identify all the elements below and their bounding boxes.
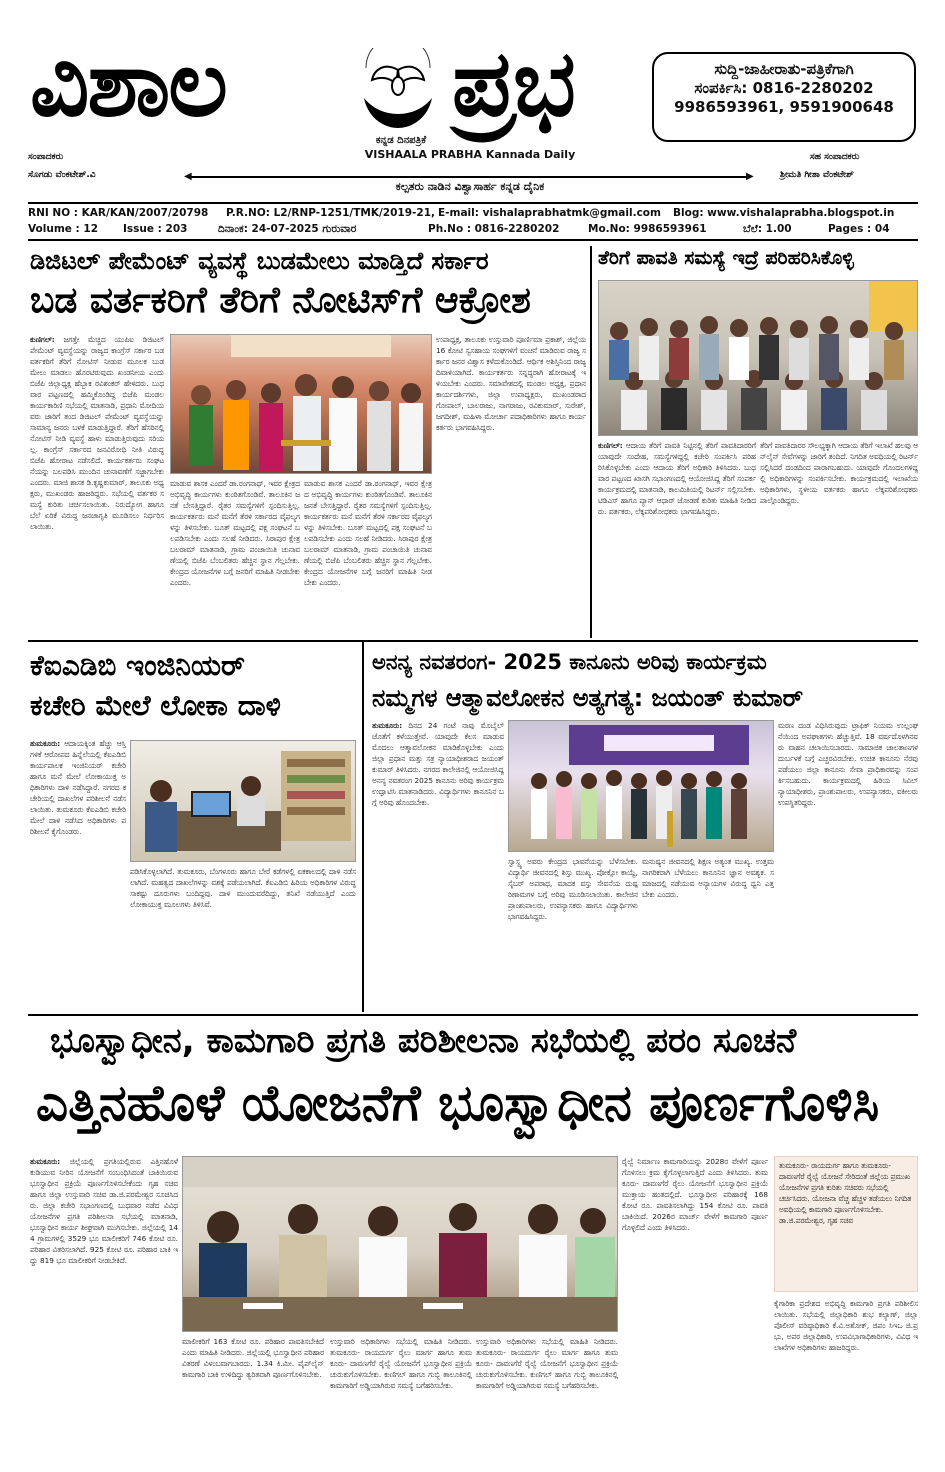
editor-label: ಸಂಪಾದಕರು: [28, 152, 64, 162]
email: E-mail: vishalaprabhatmk@gmail.com: [438, 207, 661, 219]
story5-kicker: ಭೂಸ್ವಾಧೀನ, ಕಾಮಗಾರಿ ಪ್ರಗತಿ ಪರಿಶೀಲನಾ ಸಭೆಯಲ್ಲಿ ಪರಂ ಸೂಚನೆ: [50, 1021, 797, 1061]
story4-column-4: ಮರಣ ದಂಡ ವಿಧಿಸಿರುವುದು ಟ್ರಾಫಿಕ್ ನಿಯಮ ಉಲ್ಲಂಘನೆಯಿಂದ ಅಪಘಾತಗಳು ಹೆಚ್ಚುತ್ತಿವೆ. 18 ವರ್ಷದೊಳಗಿನವರು ವಾಹನ ಚಲಾಯಿಸಬಾರದು. ಸಾಮಾಜಿಕ ಜಾಲತಾಣಗಳ ದುರ್ಬಳಕೆ ಬಗ್ಗೆ ಎಚ್ಚರವಿರಬೇಕು. ಉಚಿತ ಕಾನೂನು ನೆರವು ಪಡೆಯಲು ಜಿಲ್ಲಾ ಕಾನೂನು ಸೇವಾ ಪ್ರಾಧಿಕಾರವನ್ನು ಸಂಪರ್ಕಿಸಬಹುದು. ಕಾರ್ಯಕ್ರಮದಲ್ಲಿ ಹಿರಿಯ ಸಿವಿಲ್ ನ್ಯಾಯಾಧೀಶರು, ಪ್ರಾಂಶುಪಾಲರು, ಉಪನ್ಯಾಸಕರು, ವಕೀಲರು ಉಪಸ್ಥಿತರಿದ್ದರು.: [778, 721, 918, 807]
story5-column-3b: ಉಸ್ತುವಾರಿ ಅಧಿಕಾರಿಗಳು ಸಭೆಯಲ್ಲಿ ಮಾಹಿತಿ ನೀಡಿದರು. ತುಮಕೂರು- ರಾಯದುರ್ಗ ರೈಲು ಮಾರ್ಗ ಹಾಗೂ ತುಮಕೂರು- ದಾವಣಗೆರೆ ರೈಲ್ವೆ ಯೋಜನೆಗೆ ಭೂಸ್ವಾಧೀನ ಪ್ರಕ್ರಿಯೆ ಚುರುಕುಗೊಳಿಸಬೇಕು. ಕುಣಿಗಲ್ ಹಾಗೂ ಗುಬ್ಬಿ ತಾಲೂಕಿನಲ್ಲಿ ಕಾಮಗಾರಿಗೆ ಅಡ್ಡಿಯಾಗಿರುವ ಸಮಸ್ಯೆ ಬಗೆಹರಿಸಬೇಕು.: [476, 1337, 618, 1390]
story4-column-2: ಸ್ವಾಸ್ಥ್ಯ ಅವರು ಕೇಂದ್ರದ ಭಾವನೆಯನ್ನು ಬೆಳೆಸಬೇಕು. ವಿದ್ಯಾರ್ಥಿ ಜೀವನದಲ್ಲಿ ಶಿಸ್ತು ಮುಖ್ಯ. ಪೋಕ್ಸೋ ಕಾಯ್ದೆ, ಸೈಬರ್ ಅಪರಾಧ, ಮಾದಕ ವಸ್ತು ಸೇವನೆಯ ದುಷ್ಪರಿಣಾಮಗಳ ಬಗ್ಗೆ ಅರಿವು ಮೂಡಿಸಲಾಯಿತು. ಕಾಲೇಜಿನ ಪ್ರಾಂಶುಪಾಲರು, ಉಪನ್ಯಾಸಕರು ಹಾಗೂ ವಿದ್ಯಾರ್ಥಿಗಳು ಭಾಗವಹಿಸಿದ್ದರು.: [508, 857, 638, 921]
story3-headline-line1: ಕೆಐಎಡಿಬಿ ಇಂಜಿನಿಯರ್: [30, 649, 245, 682]
dove-emblem-icon: [354, 48, 442, 132]
story5-column-3: ಉಸ್ತುವಾರಿ ಅಧಿಕಾರಿಗಳು ಸಭೆಯಲ್ಲಿ ಮಾಹಿತಿ ನೀಡಿದರು. ತುಮಕೂರು- ರಾಯದುರ್ಗ ರೈಲು ಮಾರ್ಗ ಹಾಗೂ ತುಮಕೂರು- ದಾವಣಗೆರೆ ರೈಲ್ವೆ ಯೋಜನೆಗೆ ಭೂಸ್ವಾಧೀನ ಪ್ರಕ್ರಿಯೆ ಚುರುಕುಗೊಳಿಸಬೇಕು. ಕುಣಿಗಲ್ ಹಾಗೂ ಗುಬ್ಬಿ ತಾಲೂಕಿನಲ್ಲಿ ಕಾಮಗಾರಿಗೆ ಅಡ್ಡಿಯಾಗಿರುವ ಸಮಸ್ಯೆ ಬಗೆಹರಿಸಬೇಕು.: [330, 1337, 472, 1390]
section-divider-2: [28, 1014, 918, 1016]
story5-column-1: ತುಮಕೂರು: ಜಿಲ್ಲೆಯಲ್ಲಿ ಪ್ರಗತಿಯಲ್ಲಿರುವ ಎತ್ತಿನಹೊಳೆ ಕುಡಿಯುವ ನೀರಿನ ಯೋಜನೆಗೆ ಸಂಬಂಧಿಸಿದಂತೆ ಬಾಕಿಯಿರುವ ಭೂಸ್ವಾಧೀನ ಪ್ರಕ್ರಿಯೆ ಪೂರ್ಣಗೊಳಿಸಬೇಕೆಂದು ಗೃಹ ಸಚಿವ ಹಾಗೂ ಜಿಲ್ಲಾ ಉಸ್ತುವಾರಿ ಸಚಿವ ಡಾ.ಜಿ.ಪರಮೇಶ್ವರ ಸೂಚಿಸಿದರು. ಜಿಲ್ಲಾ ಕಚೇರಿ ಸಭಾಂಗಣದಲ್ಲಿ ಬುಧವಾರ ನಡೆದ ವಿವಿಧ ಯೋಜನೆಗಳ ಪ್ರಗತಿ ಪರಿಶೀಲನಾ ಸಭೆಯಲ್ಲಿ ಮಾತನಾಡಿ, ಭೂಸ್ವಾಧೀನ ಕಾರ್ಯ ಶೀಘ್ರವಾಗಿ ಮುಗಿಸಬೇಕು. ಜಿಲ್ಲೆಯಲ್ಲಿ 144 ಗ್ರಾಮಗಳಲ್ಲಿ 3529 ಭೂ ಮಾಲೀಕರಿಗೆ 746 ಕೋಟಿ ರೂ. ಪರಿಹಾರ ವಿತರಿಸಲಾಗಿದೆ. 925 ಕೋಟಿ ರೂ. ಪರಿಹಾರ ಬಾಕಿ ಇದ್ದು 819 ಭೂ ಮಾಲೀಕರಿಗೆ ನೀಡಬೇಕಿದೆ.: [30, 1157, 178, 1265]
story1-column-3: ಉಪಾಧ್ಯಕ್ಷ, ತಾಲೂಕು ಉಸ್ತುವಾರಿ ಪೂರ್ಣಿಮಾ ಪ್ರಕಾಶ್, ಜಿಲ್ಲೆಯ 16 ಕೋಟಿ ಸ್ವಸಹಾಯ ಸಂಘಗಳಿಗೆ ವಂಚನೆ ಮಾಡಿರುವ ರಾಜ್ಯ ಸರ್ಕಾರ ಜನರ ವಿಶ್ವಾಸ ಕಳೆದುಕೊಂಡಿದೆ. ಆರ್ಥಿಕ ಅಶಿಸ್ತಿನಿಂದ ರಾಜ್ಯ ದಿವಾಳಿಯಾಗಿದೆ. ಕಾರ್ಯಕರ್ತರು ಸನ್ನದ್ಧರಾಗಿ ಹೋರಾಟಕ್ಕೆ ಇಳಿಯಬೇಕು ಎಂದರು. ಸಮಾವೇಶದಲ್ಲಿ ಮಂಡಲ ಅಧ್ಯಕ್ಷ, ಪ್ರಧಾನ ಕಾರ್ಯದರ್ಶಿಗಳು, ಜಿಲ್ಲಾ ಉಪಾಧ್ಯಕ್ಷರು, ಮುಖಂಡರಾದ ಗೋಪಾಲ್, ಬಾಲರಾಜು, ನಾಗರಾಜು, ರವಿಕುಮಾರ್, ಸುರೇಶ್, ಜಗದೀಶ್, ಮಹಿಳಾ ಮೋರ್ಚಾ ಪದಾಧಿಕಾರಿಗಳು ಹಾಗೂ ಕಾರ್ಯಕರ್ತರು ಭಾಗವಹಿಸಿದ್ದರು.: [436, 335, 586, 432]
issue-date: ದಿನಾಂಕ: 24-07-2025 ಗುರುವಾರ: [218, 223, 357, 235]
contact-line-2: ಸಂಪರ್ಕಿಸಿ: 0816-2280202: [694, 78, 874, 97]
blog: Blog: www.vishalaprabha.blogspot.in: [673, 207, 895, 219]
pages: Pages : 04: [828, 223, 890, 235]
story2-photo: [598, 280, 918, 436]
story2-column-1: ಕುಣಿಗಲ್: ಆದಾಯ ತೆರಿಗೆ ಪಾವತಿ ನಿಟ್ಟಿನಲ್ಲಿ ತೆರಿಗೆ ಪಾವತಿದಾರರಿಗೆ ಯಾವುದೇ ಸಂದೇಹ, ಸಮಸ್ಯೆಗಳಿದ್ದಲ್ಲಿ ಕಚೇರಿ ಸಂಪರ್ಕಿಸಿ ಪರಿಹರಿಸಿಕೊಳ್ಳಬೇಕು ಎಂದು ಆದಾಯ ತೆರಿಗೆ ಅಧಿಕಾರಿ ತಿಳಿಸಿದರು. ಬುಧವಾರ ಪಟ್ಟಣದ ಖಾಸಗಿ ಸಭಾಂಗಣದಲ್ಲಿ ಆಯೋಜಿಸಿದ್ದ ತೆರಿಗೆ ಸಂಪರ್ಕ ಕಾರ್ಯಕ್ರಮದಲ್ಲಿ ಮಾತನಾಡಿ, ಕಾಲಮಿತಿಯಲ್ಲಿ ರಿಟರ್ನ್ ಸಲ್ಲಿಸಬೇಕು. ಟಿಡಿಎಸ್ ಹಾಗೂ ಪ್ಯಾನ್ ಆಧಾರ್ ಜೋಡಣೆ ಕುರಿತು ಮಾಹಿತಿ ನೀಡಿದರು. ವರ್ತಕರು, ಲೆಕ್ಕಪರಿಶೋಧಕರು ಭಾಗವಹಿಸಿದ್ದರು.: [598, 441, 756, 516]
column-divider-2: [362, 642, 364, 1012]
tagline: ಕಲ್ಪತರು ನಾಡಿನ ವಿಶ್ವಾಸಾರ್ಹ ಕನ್ನಡ ದೈನಿಕ: [395, 180, 545, 193]
story3-photo: [130, 740, 356, 862]
story1-column-1: ಕುಣಿಗಲ್: ಜಗತ್ತೇ ಮೆಚ್ಚಿದ ಯುಪಿಐ ಡಿಜಿಟಲ್ ಪೇಮೆಂಟ್ ವ್ಯವಸ್ಥೆಯನ್ನು ರಾಜ್ಯದ ಕಾಂಗ್ರೆಸ್ ಸರ್ಕಾರ ಬಡ ವರ್ತಕರಿಗೆ ತೆರಿಗೆ ನೋಟಿಸ್ ನೀಡುವ ಮೂಲಕ ಬುಡಮೇಲು ಮಾಡಲು ಹೊರಟಿರುವುದು ಖಂಡನೀಯ ಎಂದು ಬಿಜೆಪಿ ಜಿಲ್ಲಾಧ್ಯಕ್ಷ ಹೆಬ್ಬಾಕ ರವಿಶಂಕರ್ ಹೇಳಿದರು. ಬುಧವಾರ ಪಟ್ಟಣದಲ್ಲಿ ಹಮ್ಮಿಕೊಂಡಿದ್ದ ಬಿಜೆಪಿ ಮಂಡಲ ಕಾರ್ಯಕಾರಿಣಿ ಸಭೆಯಲ್ಲಿ ಮಾತನಾಡಿ, ಪ್ರಧಾನಿ ಮೋದಿಯವರು ಜಾರಿಗೆ ತಂದ ಡಿಜಿಟಲ್ ಪೇಮೆಂಟ್ ವ್ಯವಸ್ಥೆಯನ್ನು ಸಾಮಾನ್ಯ ಜನರು ಬಳಕೆ ಮಾಡುತ್ತಿದ್ದಾರೆ. ತೆರಿಗೆ ಹೆಸರಿನಲ್ಲಿ ನೋಟಿಸ್ ನೀಡಿ ವ್ಯವಸ್ಥೆ ಹಾಳು ಮಾಡುತ್ತಿರುವುದು ಸರಿಯಲ್ಲ. ಕಾಂಗ್ರೆಸ್ ಸರ್ಕಾರದ ಜನವಿರೋಧಿ ನೀತಿ ವಿರುದ್ಧ ಬಿಜೆಪಿ ಹೋರಾಟ ನಡೆಸಲಿದೆ. ಕಾರ್ಯಕರ್ತರು ಸಂಘಟನೆಯನ್ನು ಬಲಪಡಿಸಿ ಮುಂದಿನ ಚುನಾವಣೆಗೆ ಸಜ್ಜಾಗಬೇಕು ಎಂದರು. ಮಾಜಿ ಶಾಸಕ ಡಿ.ಕೃಷ್ಣಕುಮಾರ್, ತಾಲೂಕು ಅಧ್ಯಕ್ಷರು, ಮುಖಂಡರು ಹಾಜರಿದ್ದರು. ಸಭೆಯಲ್ಲಿ ವರ್ತಕರ ಸಮಸ್ಯೆ ಕುರಿತು ಚರ್ಚಿಸಲಾಯಿತು. ನಿರುದ್ಯೋಗ ಹಾಗೂ ಬೆಲೆ ಏರಿಕೆ ವಿರುದ್ಧ ಜನಜಾಗೃತಿ ಮೂಡಿಸಲು ನಿರ್ಧರಿಸಲಾಯಿತು.: [30, 335, 164, 531]
co-editor-name: ಶ್ರೀಮತಿ ಗೀತಾ ವೆಂಕಟೇಶ್: [780, 170, 854, 180]
story2-dateline: ಕುಣಿಗಲ್:: [598, 441, 623, 450]
info-bottom-rule: [28, 239, 918, 241]
issue: Issue : 203: [123, 223, 188, 235]
story4-kicker: ಅನನ್ಯ ನವತರಂಗ- 2025 ಕಾನೂನು ಅರಿವು ಕಾರ್ಯಕ್ರಮ: [372, 650, 767, 674]
story1-dateline: ಕುಣಿಗಲ್:: [30, 335, 55, 344]
column-divider: [590, 246, 592, 638]
volume: Volume : 12: [28, 223, 99, 235]
co-editor-label: ಸಹ ಸಂಪಾದಕರು: [810, 152, 860, 162]
story4-headline: ನಮ್ಮಗಳ ಆತ್ಮಾವಲೋಕನ ಅತ್ಯಗತ್ಯ: ಜಯಂತ್ ಕುಮಾರ್: [372, 684, 804, 712]
story1-kicker: ಡಿಜಿಟಲ್ ಪೇಮೆಂಟ್ ವ್ಯವಸ್ಥೆ ಬುಡಮೇಲು ಮಾಡ್ತಿದೆ ಸರ್ಕಾರ: [30, 247, 489, 275]
story1-column-2b: ಮಾಡುವ ಶಾಸಕ ಎಂದರೆ ಡಾ.ರಂಗನಾಥ್, ಇವರ ಕ್ಷೇತ್ರದ ಅಭಿವೃದ್ಧಿ ಕಾರ್ಯಗಳು ಕುಂಠಿತಗೊಂಡಿವೆ. ತಾಲೂಕಿನ ಜನತೆ ಬೇಸತ್ತಿದ್ದಾರೆ. ರೈತರ ಸಮಸ್ಯೆಗಳಿಗೆ ಸ್ಪಂದಿಸುತ್ತಿಲ್ಲ. ಕಾರ್ಯಕರ್ತರು ಮನೆ ಮನೆಗೆ ತೆರಳಿ ಸರ್ಕಾರದ ವೈಫಲ್ಯಗಳನ್ನು ತಿಳಿಸಬೇಕು. ಬೂತ್ ಮಟ್ಟದಲ್ಲಿ ಪಕ್ಷ ಸಂಘಟನೆ ಬಲಪಡಿಸಬೇಕು ಎಂದು ಸಲಹೆ ನೀಡಿದರು. ಸಿರಾಪುರ ಕ್ಷೇತ್ರ ಬಲರಾಮ್ ಮಾತನಾಡಿ, ಗ್ರಾಮ ಪಂಚಾಯಿತಿ ಚುನಾವಣೆಯಲ್ಲಿ ಬಿಜೆಪಿ ಬೆಂಬಲಿತರು ಹೆಚ್ಚಿನ ಸ್ಥಾನ ಗೆಲ್ಲಬೇಕು. ಕೇಂದ್ರದ ಯೋಜನೆಗಳ ಬಗ್ಗೆ ಜನರಿಗೆ ಮಾಹಿತಿ ನೀಡಬೇಕು ಎಂದರು.: [304, 479, 432, 587]
rni-number: RNI NO : KAR/KAN/2007/20798: [28, 207, 209, 219]
story4-photo: [508, 720, 774, 852]
story4-column-3: ಮನುಷ್ಯನ ಜೀವನದಲ್ಲಿ ಶಿಕ್ಷಣ ಅತ್ಯಂತ ಮುಖ್ಯ. ಉತ್ತಮ ನಾಗರಿಕರಾಗಿ ಬೆಳೆಯಲು ಕಾನೂನಿನ ಜ್ಞಾನ ಅವಶ್ಯಕ. ಸಮಾಜದಲ್ಲಿ ನಡೆಯುವ ಅನ್ಯಾಯಗಳ ವಿರುದ್ಧ ಧ್ವನಿ ಎತ್ತಬೇಕು ಎಂದರು.: [642, 857, 774, 899]
story4-dateline: ತುಮಕೂರು:: [372, 721, 403, 730]
story3-column-1: ತುಮಕೂರು: ಆದಾಯಕ್ಕಿಂತ ಹೆಚ್ಚು ಆಸ್ತಿ ಗಳಿಕೆ ಆರೋಪದ ಹಿನ್ನೆಲೆಯಲ್ಲಿ ಕೆಐಎಡಿಬಿ ಕಾರ್ಯಪಾಲಕ ಇಂಜಿನಿಯರ್ ಕಚೇರಿ ಹಾಗೂ ಮನೆ ಮೇಲೆ ಲೋಕಾಯುಕ್ತ ಅಧಿಕಾರಿಗಳು ದಾಳಿ ನಡೆಸಿದ್ದಾರೆ. ನಗರದ ಕಚೇರಿಯಲ್ಲಿ ದಾಖಲೆಗಳ ಪರಿಶೀಲನೆ ನಡೆಸಲಾಯಿತು. ತುಮಕೂರು ಕೆಐಎಡಿಬಿ ಕಚೇರಿ ಮೇಲೆ ದಾಳಿ ನಡೆಸಿದ ಅಧಿಕಾರಿಗಳು ಪರಿಶೀಲನೆ ಕೈಗೊಂಡರು.: [30, 739, 126, 836]
story2-headline: ತೆರಿಗೆ ಪಾವತಿ ಸಮಸ್ಯೆ ಇದ್ರೆ ಪರಿಹರಿಸಿಕೊಳ್ಳಿ: [598, 247, 854, 269]
story1-headline: ಬಡ ವರ್ತಕರಿಗೆ ತೆರಿಗೆ ನೋಟಿಸ್‌ಗೆ ಆಕ್ರೋಶ: [30, 280, 531, 321]
story5-quote-box: ತುಮಕೂರು- ರಾಯದುರ್ಗ ಹಾಗೂ ತುಮಕೂರು- ದಾವಣಗೆರೆ ರೈಲ್ವೆ ಯೋಜನೆ ಸೇರಿದಂತೆ ಜಿಲ್ಲೆಯ ಪ್ರಮುಖ ಯೋಜನೆಗಳ ಪ್ರಗತಿ ಕುರಿತು ಸಚಿವರು ಸಭೆಯಲ್ಲಿ ಚರ್ಚಿಸಿದರು. ಯೋಜನಾ ವೆಚ್ಚ ಹೆಚ್ಚಳ ತಡೆಯಲು ನಿಗದಿತ ಅವಧಿಯಲ್ಲಿ ಕಾಮಗಾರಿ ಪೂರ್ಣಗೊಳಿಸಬೇಕು. ಡಾ.ಜಿ.ಪರಮೇಶ್ವರ, ಗೃಹ ಸಚಿವ: [774, 1156, 918, 1292]
story5-column-4: ರೈಲ್ವೆ ನಿರ್ಮಾಣ ಕಾಮಗಾರಿಯನ್ನು 2028ರ ವೇಳೆಗೆ ಪೂರ್ಣಗೊಳಿಸಲು ಕ್ರಮ ಕೈಗೊಳ್ಳಲಾಗುತ್ತಿದೆ ಎಂದು ತಿಳಿಸಿದರು. ತುಮಕೂರು- ದಾವಣಗೆರೆ ರೈಲು ಯೋಜನೆಗೆ ಭೂಸ್ವಾಧೀನ ಪ್ರಕ್ರಿಯೆ ಮುಕ್ತಾಯ ಹಂತದಲ್ಲಿದೆ. ಭೂಸ್ವಾಧೀನ ಪರಿಹಾರಕ್ಕೆ 168 ಕೋಟಿ ರೂ. ಪಾವತಿಸಲಾಗಿದ್ದು 154 ಕೋಟಿ ರೂ. ಪಾವತಿ ಬಾಕಿಯಿದೆ. 2026ರ ಮಾರ್ಚ್ ವೇಳೆಗೆ ಕಾಮಗಾರಿ ಪೂರ್ಣಗೊಳ್ಳಲಿದೆ ಎಂದು ತಿಳಿಸಿದರು.: [622, 1157, 768, 1232]
section-divider-1: [28, 640, 918, 642]
contact-line-3: 9986593961, 9591900648: [674, 97, 894, 116]
story3-column-2: ಪಡಿಸಿಕೊಳ್ಳಲಾಗಿದೆ. ತುಮಕೂರು, ಬೆಂಗಳೂರು ಹಾಗೂ ಬೇರೆ ಕಡೆಗಳಲ್ಲಿ ಏಕಕಾಲದಲ್ಲಿ ದಾಳಿ ನಡೆಸಲಾಗಿದೆ. ಮಹತ್ವದ ದಾಖಲೆಗಳನ್ನು ವಶಕ್ಕೆ ಪಡೆಯಲಾಗಿದೆ. ಕೆಐಎಡಿಬಿ ಹಿರಿಯ ಅಧಿಕಾರಿಗಳ ವಿರುದ್ಧ ಸಾಕಷ್ಟು ದೂರುಗಳು ಬಂದಿದ್ದವು. ದಾಳಿ ಮುಂದುವರೆದಿದ್ದು, ತನಿಖೆ ನಡೆಯುತ್ತಿದೆ ಎಂದು ಲೋಕಾಯುಕ್ತ ಮೂಲಗಳು ತಿಳಿಸಿವೆ.: [130, 867, 356, 909]
arrow-right-icon: ▶: [746, 171, 754, 182]
tagline-rule: [190, 176, 750, 178]
contact-line-1: ಸುದ್ದಿ-ಜಾಹೀರಾತು-ಪತ್ರಿಕೆಗಾಗಿ: [714, 60, 854, 78]
emblem-caption: ಕನ್ನಡ ದಿನಪತ್ರಿಕೆ: [375, 135, 427, 146]
masthead-title-right: ಪ್ರಭ: [452, 30, 574, 137]
story5-photo: [182, 1156, 618, 1332]
story1-column-2: ಮಾಡುವ ಶಾಸಕ ಎಂದರೆ ಡಾ.ರಂಗನಾಥ್, ಇವರ ಕ್ಷೇತ್ರದ ಅಭಿವೃದ್ಧಿ ಕಾರ್ಯಗಳು ಕುಂಠಿತಗೊಂಡಿವೆ. ತಾಲೂಕಿನ ಜನತೆ ಬೇಸತ್ತಿದ್ದಾರೆ. ರೈತರ ಸಮಸ್ಯೆಗಳಿಗೆ ಸ್ಪಂದಿಸುತ್ತಿಲ್ಲ. ಕಾರ್ಯಕರ್ತರು ಮನೆ ಮನೆಗೆ ತೆರಳಿ ಸರ್ಕಾರದ ವೈಫಲ್ಯಗಳನ್ನು ತಿಳಿಸಬೇಕು. ಬೂತ್ ಮಟ್ಟದಲ್ಲಿ ಪಕ್ಷ ಸಂಘಟನೆ ಬಲಪಡಿಸಬೇಕು ಎಂದು ಸಲಹೆ ನೀಡಿದರು. ಸಿರಾಪುರ ಕ್ಷೇತ್ರ ಬಲರಾಮ್ ಮಾತನಾಡಿ, ಗ್ರಾಮ ಪಂಚಾಯಿತಿ ಚುನಾವಣೆಯಲ್ಲಿ ಬಿಜೆಪಿ ಬೆಂಬಲಿತರು ಹೆಚ್ಚಿನ ಸ್ಥಾನ ಗೆಲ್ಲಬೇಕು. ಕೇಂದ್ರದ ಯೋಜನೆಗಳ ಬಗ್ಗೆ ಜನರಿಗೆ ಮಾಹಿತಿ ನೀಡಬೇಕು ಎಂದರು.: [170, 479, 300, 587]
pr-number: P.R.NO: L2/RNP-1251/TMK/2019-21,: [226, 207, 435, 219]
phone: Ph.No : 0816-2280202: [428, 223, 560, 235]
story2-column-2: ತೆರಿಗೆ ಪಾವತಿದಾರರ ಸೌಲಭ್ಯಕ್ಕಾಗಿ ಆದಾಯ ತೆರಿಗೆ ಇಲಾಖೆ ಹಲವು ಆನ್‌ಲೈನ್ ಸೇವೆಗಳನ್ನು ಜಾರಿಗೆ ತಂದಿದೆ. ನಿಗದಿತ ಅವಧಿಯಲ್ಲಿ ರಿಟರ್ನ್ ಸಲ್ಲಿಸಿದರೆ ದಂಡದಿಂದ ಪಾರಾಗಬಹುದು. ಯಾವುದೇ ಗೊಂದಲಗಳಿದ್ದಲ್ಲಿ ಅಧಿಕಾರಿಗಳನ್ನು ಸಂಪರ್ಕಿಸಬೇಕು. ಕಾರ್ಯಕ್ರಮದಲ್ಲಿ ಇಲಾಖೆಯ ಅಧಿಕಾರಿಗಳು, ಸ್ಥಳೀಯ ವರ್ತಕರು ಹಾಗೂ ಲೆಕ್ಕಪರಿಶೋಧಕರು ಪಾಲ್ಗೊಂಡಿದ್ದರು.: [760, 441, 918, 505]
editor-name: ಸೊಗಡು ವೆಂಕಟೇಶ್.ವಿ: [28, 170, 96, 180]
story4-column-1: ತುಮಕೂರು: ದಿನದ 24 ಗಂಟೆ ನಾವು ಮೊಬೈಲ್ ಜೊತೆಗೆ ಕಳೆಯುತ್ತೇವೆ. ಯಾವುದೇ ಕೆಲಸ ಮಾಡುವ ಮೊದಲು ಆತ್ಮಾವಲೋಕನ ಮಾಡಿಕೊಳ್ಳಬೇಕು ಎಂದು ಜಿಲ್ಲಾ ಪ್ರಧಾನ ಮತ್ತು ಸತ್ರ ನ್ಯಾಯಾಧೀಶರಾದ ಜಯಂತ್ ಕುಮಾರ್ ತಿಳಿಸಿದರು. ನಗರದ ಕಾಲೇಜಿನಲ್ಲಿ ಆಯೋಜಿಸಿದ್ದ ಅನನ್ಯ ನವತರಂಗ 2025 ಕಾನೂನು ಅರಿವು ಕಾರ್ಯಕ್ರಮ ಉದ್ಘಾಟಿಸಿ ಮಾತನಾಡಿದರು. ವಿದ್ಯಾರ್ಥಿಗಳು ಕಾನೂನಿನ ಬಗ್ಗೆ ಅರಿವು ಹೊಂದಬೇಕು.: [372, 721, 504, 807]
story3-dateline: ತುಮಕೂರು:: [30, 739, 61, 748]
story5-column-2: ಮಾಲೀಕರಿಗೆ 163 ಕೋಟಿ ರೂ. ಪರಿಹಾರ ಪಾವತಿಸಬೇಕಿದೆ ಎಂದು ಮಾಹಿತಿ ನೀಡಿದರು. ಜಿಲ್ಲೆಯಲ್ಲಿ ಭೂಸ್ವಾಧೀನ ಪರಿಹಾರ ವಿತರಣೆ ವಿಳಂಬವಾಗಬಾರದು. 1.34 ಕಿ.ಮೀ. ಪೈಪ್‌ಲೈನ್ ಕಾಮಗಾರಿ ಬಾಕಿ ಉಳಿದಿದ್ದು ತ್ವರಿತವಾಗಿ ಪೂರ್ಣಗೊಳಿಸಬೇಕು.: [182, 1337, 324, 1379]
story5-column-5: ಕೈಗಾರಿಕಾ ಪ್ರದೇಶದ ಅಭಿವೃದ್ಧಿ ಕಾಮಗಾರಿ ಪ್ರಗತಿ ಪರಿಶೀಲಿಸಲಾಯಿತು. ಸಭೆಯಲ್ಲಿ ಜಿಲ್ಲಾಧಿಕಾರಿ ಶುಭ ಕಲ್ಯಾಣ್, ಜಿಲ್ಲಾ ಪೊಲೀಸ್ ವರಿಷ್ಠಾಧಿಕಾರಿ ಕೆ.ವಿ.ಅಶೋಕ್, ಜಿಪಂ ಸಿಇಒ ಜಿ.ಪ್ರಭು, ಅಪರ ಜಿಲ್ಲಾಧಿಕಾರಿ, ಉಪವಿಭಾಗಾಧಿಕಾರಿಗಳು, ವಿವಿಧ ಇಲಾಖೆಗಳ ಅಧಿಕಾರಿಗಳು ಹಾಜರಿದ್ದರು.: [774, 1299, 918, 1352]
price: ಬೆಲೆ: 1.00: [743, 223, 792, 235]
story1-photo: [170, 334, 432, 474]
arrow-left-icon: ◀: [184, 171, 192, 182]
contact-box: [652, 52, 916, 142]
story5-headline: ಎತ್ತಿನಹೊಳೆ ಯೋಜನೆಗೆ ಭೂಸ್ವಾಧೀನ ಪೂರ್ಣಗೊಳಿಸಿ: [36, 1074, 880, 1132]
info-top-rule: [28, 202, 918, 204]
story5-dateline: ತುಮಕೂರು:: [30, 1157, 61, 1166]
english-name: VISHAALA PRABHA Kannada Daily: [364, 148, 576, 161]
masthead-title-left: ವಿಶಾಲ: [30, 30, 226, 137]
mobile: Mo.No: 9986593961: [588, 223, 707, 235]
story3-headline-line2: ಕಚೇರಿ ಮೇಲೆ ಲೋಕಾ ದಾಳಿ: [30, 689, 281, 722]
